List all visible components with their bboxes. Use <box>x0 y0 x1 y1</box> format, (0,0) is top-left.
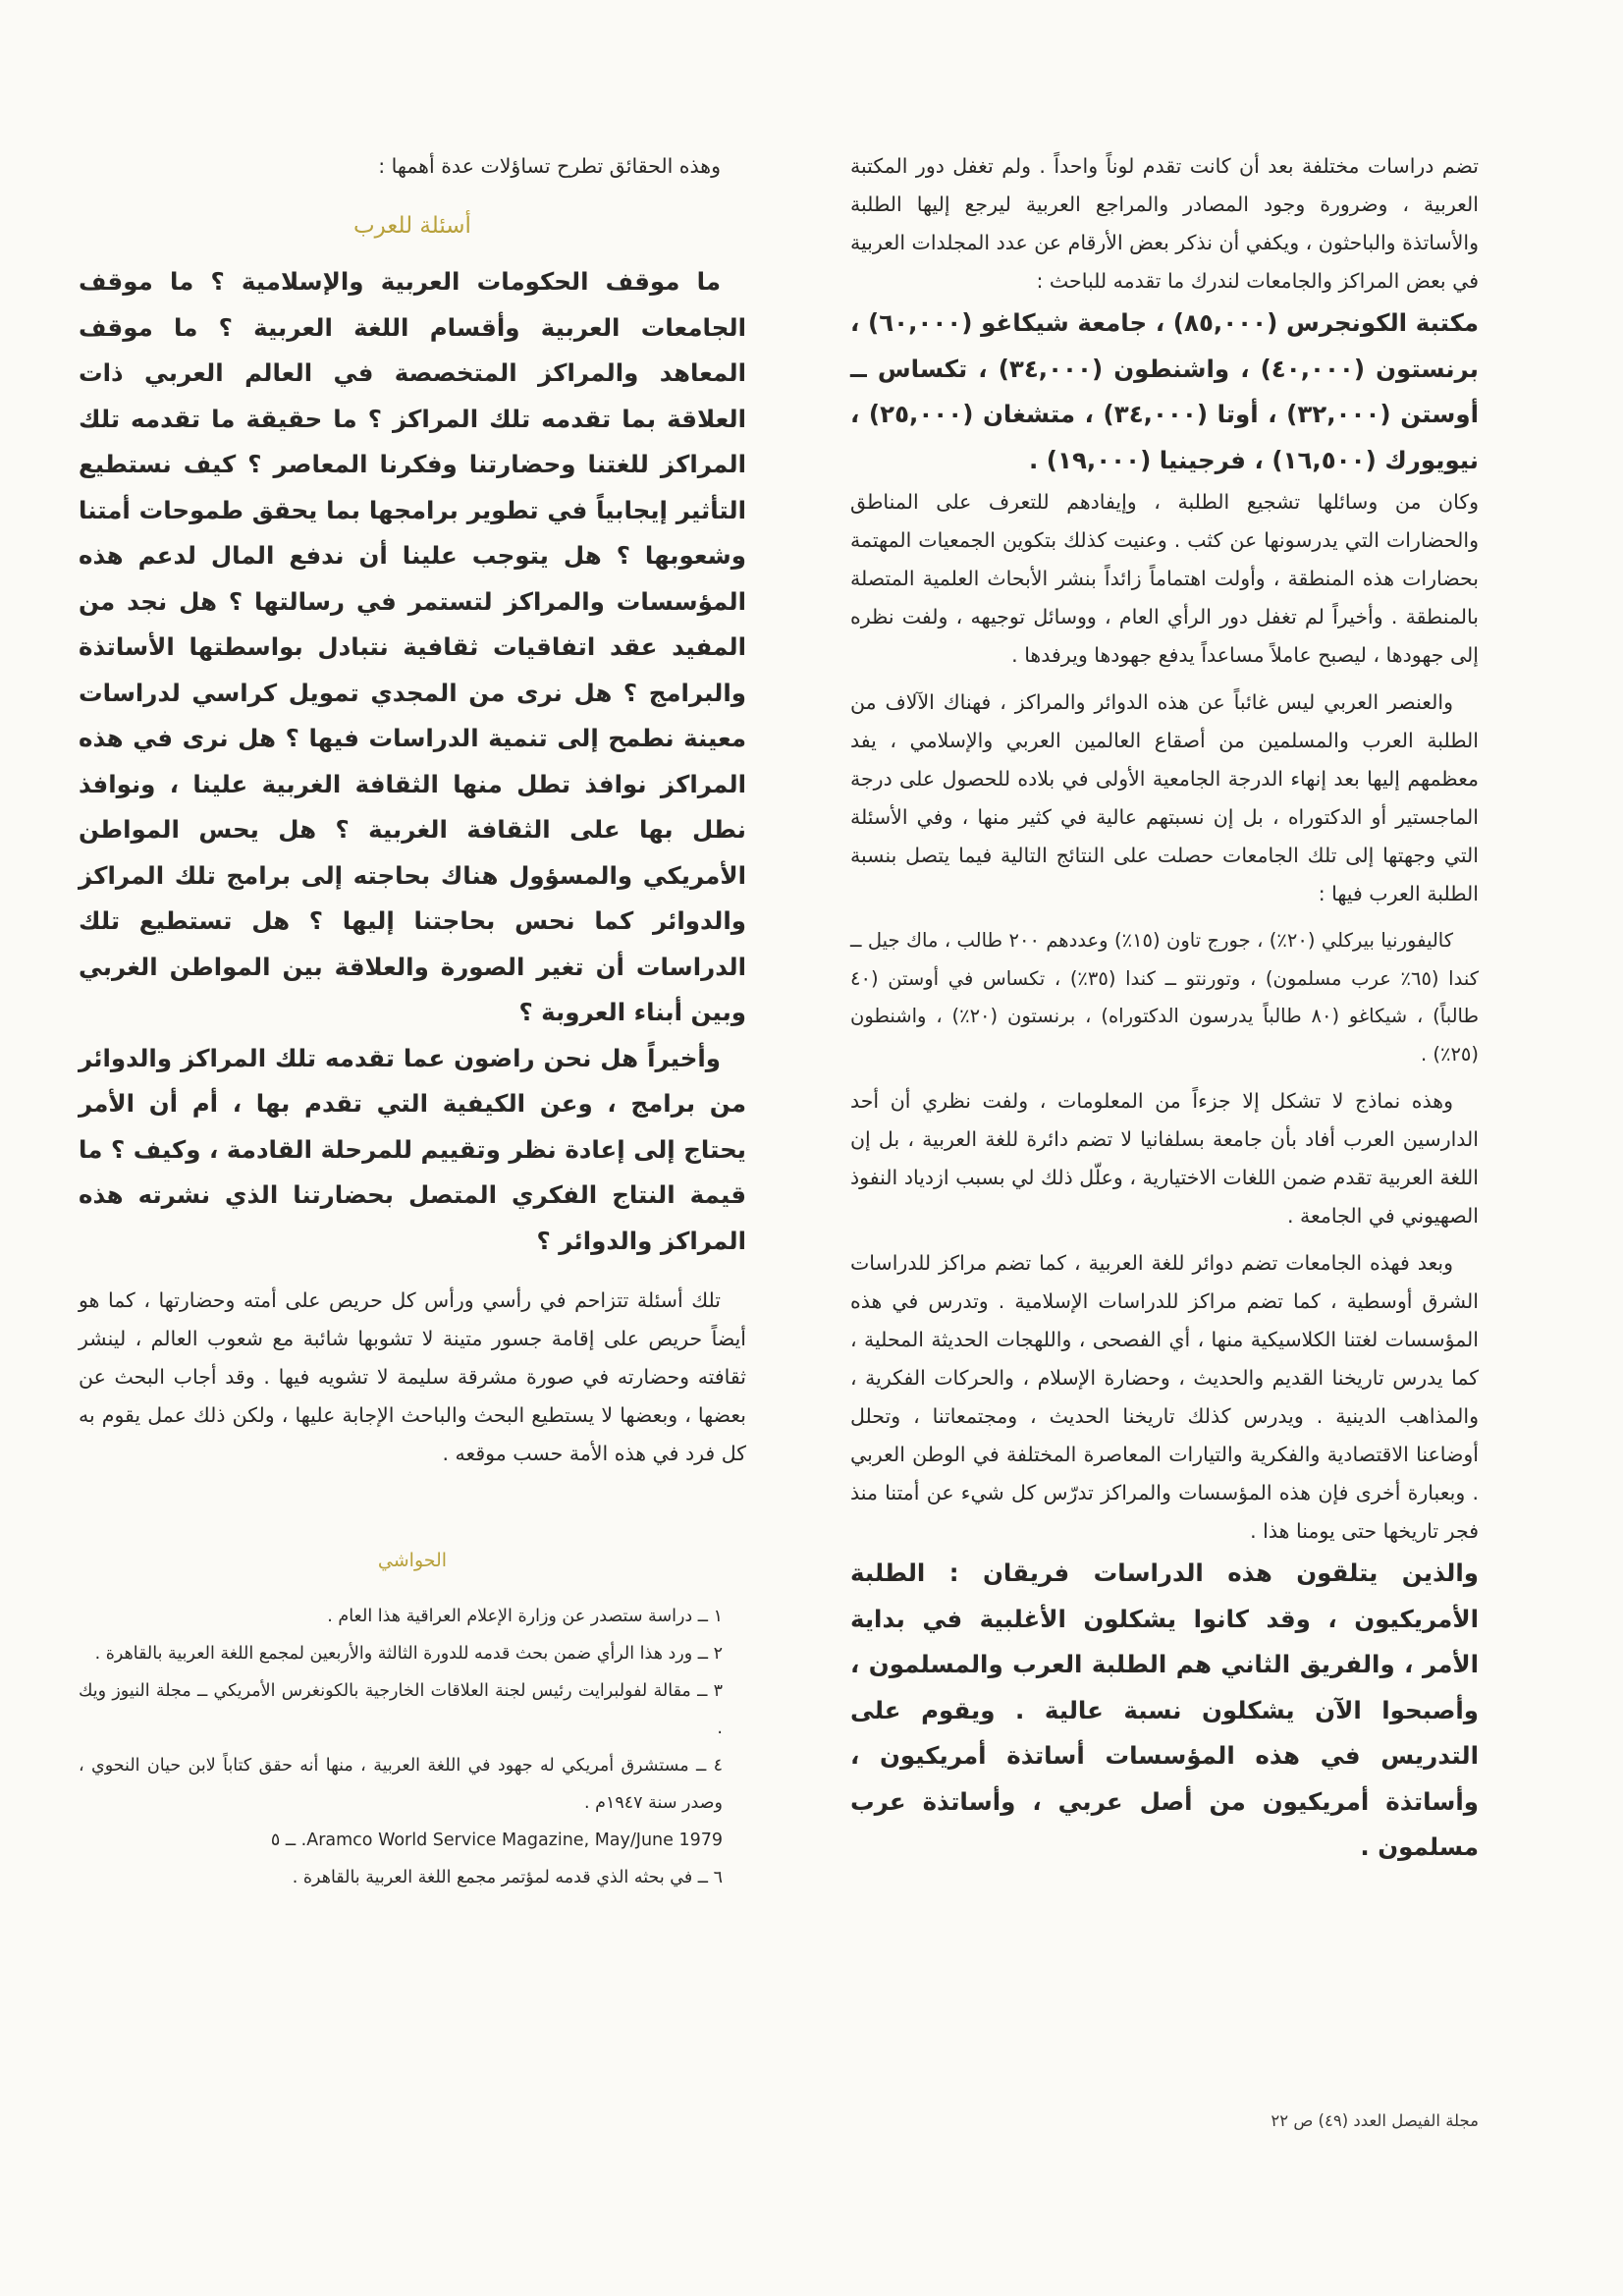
paragraph: تضم دراسات مختلفة بعد أن كانت تقدم لوناً واحداً . ولم تغفل دور المكتبة العربية ، وضرورة وجود المصادر والمراجع العربية ليرجع إليها الطلبة والأساتذة والباحثون ، ويكفي أن نذكر بعض الأرقام عن عدد المجلدات العربية في بعض المراكز والجامعات لندرك ما تقدمه للباحث : <box>850 154 1479 293</box>
page-footer: مجلة الفيصل العدد (٤٩) ص ٢٢ <box>1271 2111 1479 2130</box>
questions-paragraph: ما موقف الحكومات العربية والإسلامية ؟ ما موقف الجامعات العربية وأقسام اللغة العربية ؟ ما موقف المعاهد والمراكز المتخصصة في العالم العربي ذات العلاقة بما تقدمه تلك المراكز ؟ ما حقيقة ما تقدمه تلك المراكز للغتنا وحضارتنا وفكرنا المعاصر ؟ كيف نستطيع التأثير إيجابياً في تطوير برامجها بما يحقق طموحات أمتنا وشعوبها ؟ هل يتوجب علينا أن ندفع المال لدعم هذه المؤسسات والمراكز لتستمر في رسالتها ؟ هل نجد من المفيد عقد اتفاقيات ثقافية نتبادل بواسطتها الأساتذة والبرامج ؟ هل نرى من المجدي تمويل كراسي لدراسات معينة نطمح إلى تنمية الدراسات فيها ؟ هل نرى في هذه المراكز نوافذ تطل منها الثقافة الغربية علينا ، ونوافذ نطل بها على الثقافة الغربية ؟ هل يحس المواطن الأمريكي والمسؤول هناك بحاجته إلى برامج تلك المراكز والدوائر كما نحس بحاجتنا إليها ؟ هل تستطيع تلك الدراسات أن تغير الصورة والعلاقة بين المواطن الغربي وبين أبناء العروبة ؟ <box>79 267 746 1026</box>
column-divider <box>789 167 790 2062</box>
footnote: ٣ ــ مقالة لفولبرايت رئيس لجنة العلاقات الخارجية بالكونغرس الأمريكي ــ مجلة النيوز ويك . <box>79 1681 723 1738</box>
paragraph: وبعد فهذه الجامعات تضم دوائر للغة العربية ، كما تضم مراكز للدراسات الشرق أوسطية ، كما تضم مراكز للدراسات الإسلامية . وتدرس في هذه المؤسسات لغتنا الكلاسيكية منها ، أي الفصحى ، واللهجات الحديثة المحلية ، كما يدرس تاريخنا القديم والحديث ، وحضارة الإسلام ، والحركات الفكرية ، والمذاهب الدينية . ويدرس كذلك تاريخنا الحديث ، ومجتمعاتنا ، وتحلل أوضاعنا الاقتصادية والفكرية والتيارات المعاصرة المختلفة في الوطن العربي . وبعبارة أخرى فإن هذه المؤسسات والمراكز تدرّس كل شيء عن أمتنا منذ فجر تاريخها حتى يومنا هذا . <box>850 1251 1479 1543</box>
footnote: ٦ ــ في بحثه الذي قدمه لمؤتمر مجمع اللغة العربية بالقاهرة . <box>292 1868 723 1887</box>
right-column <box>850 147 1479 1871</box>
footnote: ٢ ــ ورد هذا الرأي ضمن بحث قدمه للدورة الثالثة والأربعين لمجمع اللغة العربية بالقاهرة . <box>94 1644 723 1664</box>
paragraph: والعنصر العربي ليس غائباً عن هذه الدوائر والمراكز ، فهناك الآلاف من الطلبة العرب والمسلمين من أصقاع العالمين العربي والإسلامي ، يفد معظمهم إليها بعد إنهاء الدرجة الجامعية الأولى في بلاده للحصول على درجة الماجستير أو الدكتوراه ، بل إن نسبتهم عالية في كثير منها ، وفي الأسئلة التي وجهتها إلى تلك الجامعات حصلت على النتائج التالية فيما يتصل بنسبة الطلبة العرب فيها : <box>850 690 1479 905</box>
paragraph: وكان من وسائلها تشجيع الطلبة ، وإيفادهم للتعرف على المناطق والحضارات التي يدرسونها عن كثب . وعنيت كذلك بتكوين الجمعيات المهتمة بحضارات هذه المنطقة ، وأولت اهتماماً زائداً بنشر الأبحاث العلمية المتصلة بالمنطقة . وأخيراً لم تغفل دور الرأي العام ، ووسائل توجيهه ، ولفت نظره إلى جهودها ، ليصبح عاملاً مساعداً يدفع جهودها ويرفدها . <box>850 490 1479 667</box>
section-heading: أسئلة للعرب <box>353 213 471 239</box>
paragraph: وهذه نماذج لا تشكل إلا جزءاً من المعلومات ، ولفت نظري أن أحد الدارسين العرب أفاد بأن جامعة بسلفانيا لا تضم دائرة للغة العربية ، بل إن اللغة العربية تقدم ضمن اللغات الاختيارية ، وعلّل ذلك لي بسبب ازدياد النفوذ الصهيوني في الجامعة . <box>850 1089 1479 1228</box>
footnote: ٤ ــ مستشرق أمريكي له جهود في اللغة العربية ، منها أنه حقق كتاباً لابن حيان النحوي ، وصدر سنة ١٩٤٧م . <box>79 1756 723 1813</box>
closing-paragraph: تلك أسئلة تتزاحم في رأسي ورأس كل حريص على أمته وحضارتها ، كما هو أيضاً حريص على إقامة جسور متينة لا تشوبها شائبة مع شعوب العالم ، لينشر ثقافته وحضارته في صورة مشرقة سليمة لا تشويه فيها . وقد أجاب البحث عن بعضها ، وبعضها لا يستطيع البحث والباحث الإجابة عليها ، ولكن ذلك عمل يقوم به كل فرد في هذه الأمة حسب موقعه . <box>79 1288 746 1465</box>
paragraph-bold: والذين يتلقون هذه الدراسات فريقان : الطلبة الأمريكيون ، وقد كانوا يشكلون الأغلبية في بداية الأمر ، والفريق الثاني هم الطلبة العرب والمسلمون ، وأصبحوا الآن يشكلون نسبة عالية . ويقوم على التدريس في هذه المؤسسات أساتذة أمريكيون ، وأساتذة أمريكيون من أصل عربي ، وأساتذة عرب مسلمون . <box>850 1558 1479 1861</box>
questions-paragraph: وأخيراً هل نحن راضون عما تقدمه تلك المراكز والدوائر من برامج ، وعن الكيفية التي تقدم بها ، أم أن الأمر يحتاج إلى إعادة نظر وتقييم للمرحلة القادمة ، وكيف ؟ ما قيمة النتاج الفكري المتصل بحضارتنا الذي نشرته هذه المراكز والدوائر ؟ <box>79 1043 746 1255</box>
student-percentages: كاليفورنيا بيركلي (٢٠٪) ، جورج تاون (١٥٪) وعددهم ٢٠٠ طالب ، ماك جيل ــ كندا (٦٥٪ عرب مسلمون) ، وتورنتو ــ كندا (٣٥٪) ، تكساس في أوستن (٤٠ طالباً) ، شيكاغو (٨٠ طالباً يدرسون الدكتوراه) ، برنستون (٢٠٪) ، واشنطون (٢٥٪) . <box>850 929 1479 1066</box>
footnote: Aramco World Service Magazine, May/June 1979. ــ ٥ <box>270 1831 723 1850</box>
library-volumes-list: مكتبة الكونجرس (٨٥,٠٠٠) ، جامعة شيكاغو (٦٠,٠٠٠) ، برنستون (٤٠,٠٠٠) ، واشنطون (٣٤,٠٠٠) ، تكساس ــ أوستن (٣٢,٠٠٠) ، أوتا (٣٤,٠٠٠) ، متشغان (٢٥,٠٠٠) ، نيويورك (١٦,٥٠٠) ، فرجينيا (١٩,٠٠٠) . <box>850 308 1479 474</box>
left-column <box>79 147 746 1896</box>
footnote: ١ ــ دراسة ستصدر عن وزارة الإعلام العراقية هذا العام . <box>327 1607 723 1626</box>
notes-title: الحواشي <box>377 1550 448 1571</box>
intro-line: وهذه الحقائق تطرح تساؤلات عدة أهمها : <box>378 154 721 178</box>
